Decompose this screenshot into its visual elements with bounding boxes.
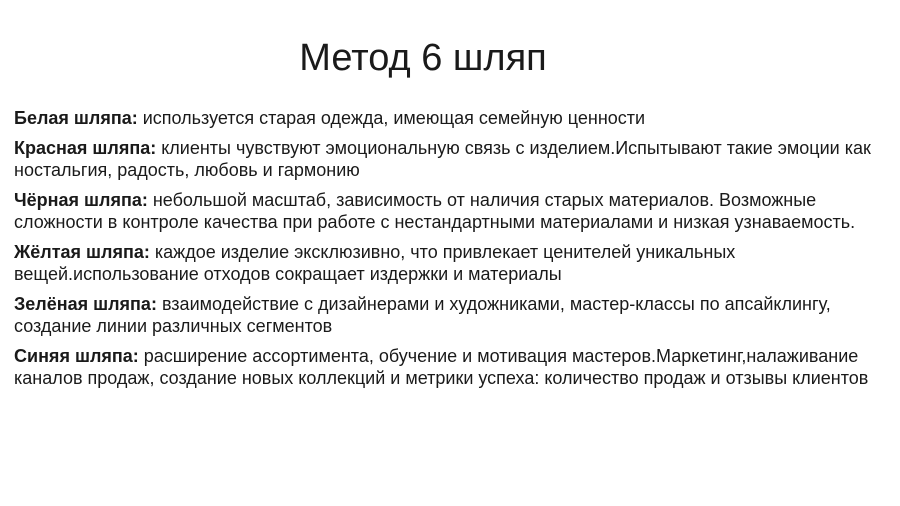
hat-blue-label: Синяя шляпа: [14,345,139,366]
hat-yellow-text: каждое изделие эксклюзивно, что привлекает ценителей уникальных вещей.использование отходов сокращает издержки и материалы [14,241,736,284]
slide-body [14,107,886,397]
hat-blue-text: расширение ассортимента, обучение и мотивация мастеров.Маркетинг,налаживание каналов продаж, создание новых коллекций и метрики успеха: количество продаж и отзывы клиентов [14,345,869,388]
hat-black-paragraph [14,189,886,234]
hat-red-text: клиенты чувствуют эмоциональную связь с изделием.Испытывают такие эмоции как ностальгия, радость, любовь и гармонию [14,137,871,180]
hat-green-paragraph [14,293,886,338]
hat-white-text: используется старая одежда, имеющая семейную ценности [137,108,646,128]
hat-white-label: Белая шляпа: [14,108,138,128]
hat-green-text: взаимодействие с дизайнерами и художниками, мастер-классы по апсайклингу, создание линии различных сегментов [14,293,831,336]
hat-white-paragraph [14,107,886,130]
hat-blue-paragraph [14,345,886,390]
hat-yellow-label: Жёлтая шляпа: [14,241,150,262]
hat-black-label: Чёрная шляпа: [14,189,148,210]
slide-title: Метод 6 шляп [299,37,547,79]
hat-yellow-paragraph [14,241,886,286]
hat-red-label: Красная шляпа: [14,137,157,158]
hat-red-paragraph [14,137,886,182]
hat-green-label: Зелёная шляпа: [14,293,157,314]
hat-black-text: небольшой масштаб, зависимость от наличия старых материалов. Возможные сложности в контроле качества при работе с нестандартными материалами и низкая узнаваемость. [14,189,856,232]
